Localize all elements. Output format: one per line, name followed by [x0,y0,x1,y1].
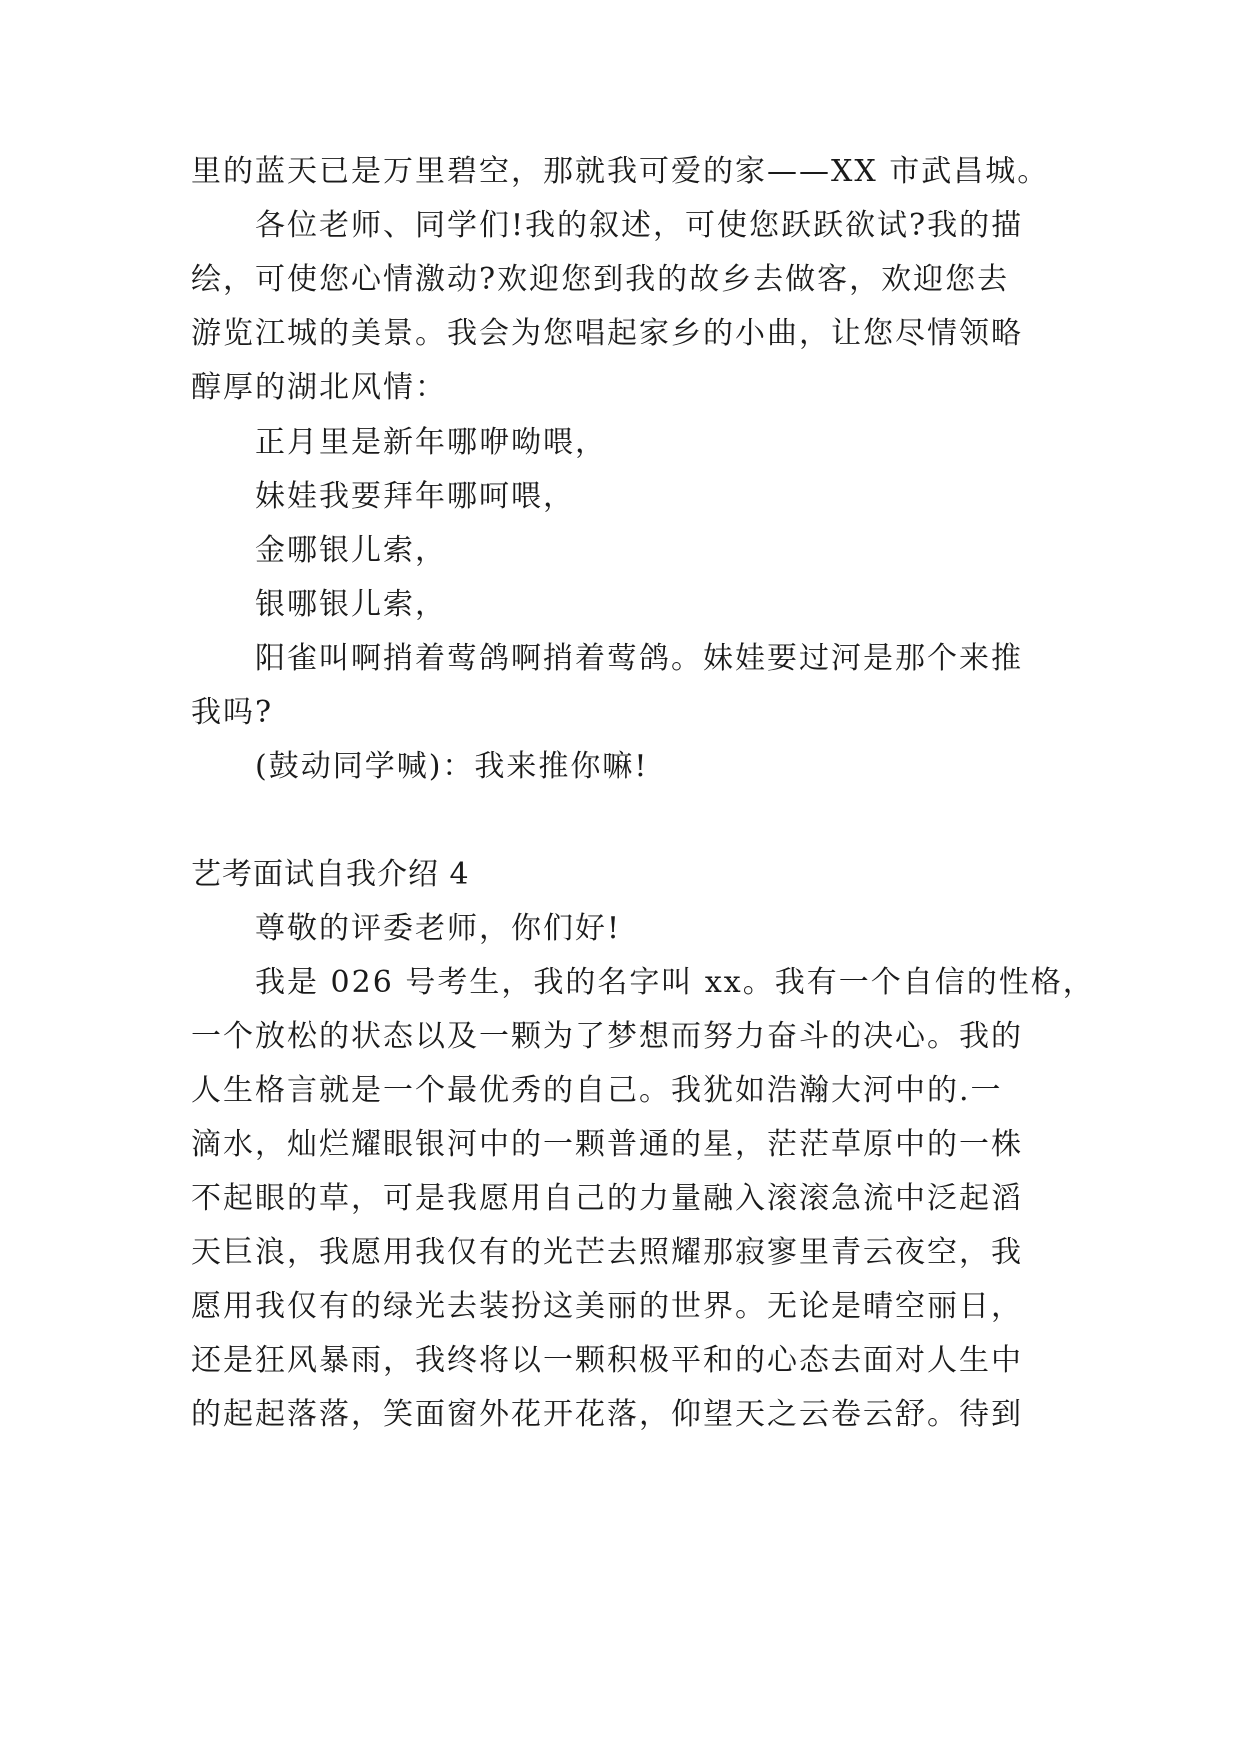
paragraph-line: 绘，可使您心情激动?欢迎您到我的故乡去做客，欢迎您去 [191,262,1010,297]
paragraph-line: 愿用我仅有的绿光去装扮这美丽的世界。无论是晴空丽日， [191,1289,1023,1324]
paragraph-line: 里的蓝天已是万里碧空，那就我可爱的家——XX 市武昌城。 [191,154,1050,189]
paragraph-line: 尊敬的评委老师，你们好! [255,911,622,946]
lyric-line: 阳雀叫啊捎着莺鸽啊捎着莺鸽。妹娃要过河是那个来推 [255,641,1023,676]
section-heading: 艺考面试自我介绍 4 [191,857,470,892]
paragraph-line: 我是 026 号考生，我的名字叫 xx。我有一个自信的性格， [255,965,1095,1000]
paragraph-line: 天巨浪，我愿用我仅有的光芒去照耀那寂寥里青云夜空，我 [191,1235,1023,1270]
lyric-line: 妹娃我要拜年哪呵喂， [255,479,575,514]
lyric-line: 银哪银儿索， [255,587,447,622]
paragraph-line: 各位老师、同学们!我的叙述，可使您跃跃欲试?我的描 [255,208,1024,243]
lyric-line: 正月里是新年哪咿呦喂， [255,425,607,460]
lyric-line: 金哪银儿索， [255,533,447,568]
paragraph-line: 滴水，灿烂耀眼银河中的一颗普通的星，茫茫草原中的一株 [191,1127,1023,1162]
paragraph-line: 不起眼的草，可是我愿用自己的力量融入滚滚急流中泛起滔 [191,1181,1023,1216]
paragraph-line: 一个放松的状态以及一颗为了梦想而努力奋斗的决心。我的 [191,1019,1023,1054]
paragraph-line: 我吗? [191,695,274,730]
paragraph-line: (鼓动同学喊)：我来推你嘛! [255,749,649,784]
paragraph-line: 还是狂风暴雨，我终将以一颗积极平和的心态去面对人生中 [191,1343,1023,1378]
paragraph-line: 醇厚的湖北风情： [191,370,447,405]
paragraph-line: 人生格言就是一个最优秀的自己。我犹如浩瀚大河中的.一 [191,1073,1003,1108]
paragraph-line: 的起起落落，笑面窗外花开花落，仰望天之云卷云舒。待到 [191,1397,1023,1432]
paragraph-line: 游览江城的美景。我会为您唱起家乡的小曲，让您尽情领略 [191,316,1023,351]
